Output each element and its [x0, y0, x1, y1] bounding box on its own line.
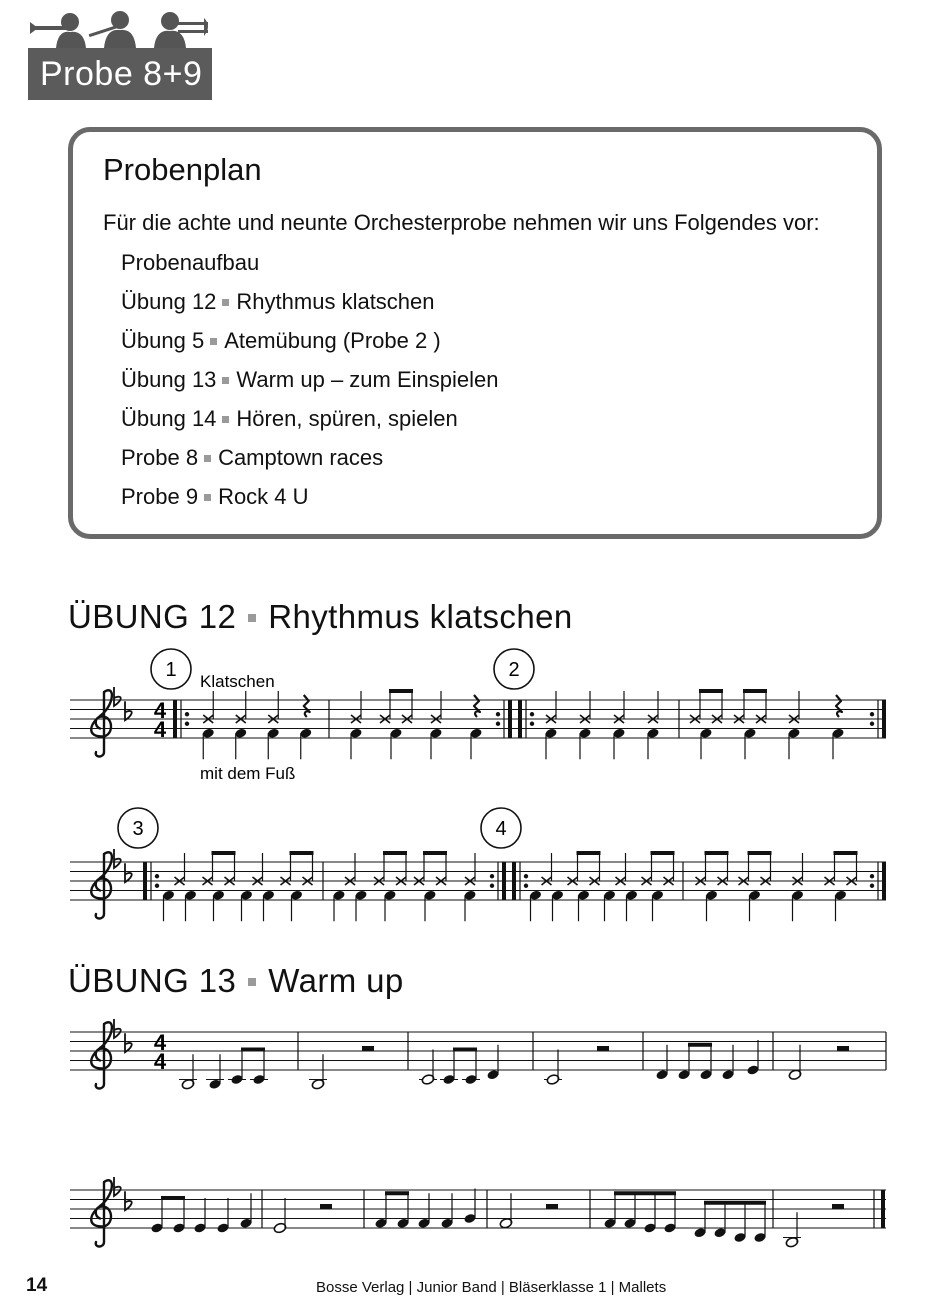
exercise13-number: ÜBUNG 13	[68, 962, 237, 999]
repeat-dot	[870, 874, 874, 878]
time-signature-denominator: 4	[153, 717, 167, 742]
pattern-number	[118, 808, 158, 848]
exercise12-name: Rhythmus klatschen	[268, 598, 573, 635]
exercise13-name: Warm up	[268, 962, 404, 999]
plan-intro: Für die achte und neunte Orchesterprobe nehmen wir uns Folgendes vor:	[103, 210, 820, 235]
note-beam	[241, 1048, 265, 1052]
repeat-dot	[524, 874, 528, 878]
note-beam	[389, 689, 413, 693]
half-rest	[597, 1046, 609, 1051]
pattern-number	[481, 808, 521, 848]
note-beam	[423, 851, 447, 855]
plan-item-label: Übung 12	[121, 289, 217, 314]
publisher-line: Bosse Verlag | Junior Band | Bläserklasse 1 | Mallets	[316, 1279, 667, 1296]
repeat-dot	[155, 884, 159, 888]
pattern-number-label: 3	[132, 818, 144, 840]
repeat-dot	[496, 722, 500, 726]
pattern-number	[151, 649, 191, 689]
plan-item-detail: Warm up – zum Einspielen	[236, 367, 499, 392]
foot-label: mit dem Fuß	[200, 764, 296, 783]
pattern-number-label: 4	[495, 818, 507, 840]
plan-item-detail: Hören, spüren, spielen	[236, 406, 458, 431]
pattern-number-label: 1	[165, 659, 177, 681]
repeat-dot	[155, 874, 159, 878]
note-beam	[743, 689, 767, 693]
time-signature-numerator: 4	[153, 1030, 167, 1055]
flat-sign-icon	[125, 701, 132, 720]
repeat-end-barline	[502, 862, 506, 900]
quarter-rest	[474, 695, 480, 717]
pattern-number-label: 2	[508, 659, 520, 681]
plan-item-label: Probe 8	[121, 445, 199, 470]
chapter-label: Probe 8+9	[28, 48, 212, 100]
half-rest	[546, 1204, 558, 1209]
note-beam	[748, 851, 772, 855]
repeat-dot	[490, 884, 494, 888]
note-beam	[651, 851, 675, 855]
repeat-end-barline	[882, 862, 886, 900]
time-signature-numerator: 4	[153, 698, 167, 723]
repeat-dot	[490, 874, 494, 878]
plan-item-detail: Rhythmus klatschen	[236, 289, 435, 314]
note-beam	[453, 1048, 477, 1052]
note-beam	[290, 851, 314, 855]
repeat-dot	[185, 712, 189, 716]
flat-sign-icon	[125, 1033, 132, 1052]
half-rest	[362, 1046, 374, 1051]
repeat-dot	[496, 712, 500, 716]
note-beam	[385, 1191, 409, 1195]
quarter-rest	[836, 695, 842, 717]
exercise12-number: ÜBUNG 12	[68, 598, 237, 635]
note-beam	[161, 1196, 185, 1200]
note-beam	[704, 1201, 766, 1205]
repeat-dot	[870, 884, 874, 888]
page-number: 14	[26, 1275, 48, 1296]
note-beam	[705, 851, 729, 855]
plan-item-label: Probenaufbau	[121, 250, 260, 275]
quarter-rest	[304, 695, 310, 717]
repeat-dot	[870, 722, 874, 726]
note-beam	[699, 689, 723, 693]
half-rest	[320, 1204, 332, 1209]
clap-label: Klatschen	[200, 672, 275, 691]
plan-item-detail: Camptown races	[218, 445, 384, 470]
note-beam	[383, 851, 407, 855]
note-beam	[212, 851, 236, 855]
time-signature-denominator: 4	[153, 1049, 167, 1074]
final-barline	[881, 1190, 885, 1228]
repeat-start-barline	[518, 700, 522, 738]
repeat-dot	[870, 712, 874, 716]
flat-sign-icon	[125, 1191, 132, 1210]
note-beam	[614, 1191, 676, 1195]
plan-item-label: Probe 9	[121, 484, 199, 509]
repeat-start-barline	[512, 862, 516, 900]
flat-sign-icon	[114, 687, 121, 706]
flat-sign-icon	[125, 863, 132, 882]
repeat-end-barline	[882, 700, 886, 738]
note-beam	[834, 851, 858, 855]
repeat-dot	[524, 884, 528, 888]
repeat-dot	[185, 722, 189, 726]
plan-item-label: Übung 5	[121, 328, 205, 353]
half-rest	[832, 1204, 844, 1209]
note-beam	[688, 1043, 712, 1047]
plan-item-detail: Rock 4 U	[218, 484, 309, 509]
flat-sign-icon	[114, 1019, 121, 1038]
flat-sign-icon	[114, 1177, 121, 1196]
plan-item-label: Übung 13	[121, 367, 217, 392]
pattern-number	[494, 649, 534, 689]
flat-sign-icon	[114, 849, 121, 868]
repeat-end-barline	[508, 700, 512, 738]
plan-title: Probenplan	[103, 152, 262, 187]
half-rest	[837, 1046, 849, 1051]
note-beam	[577, 851, 601, 855]
plan-item-detail: Atemübung (Probe 2 )	[224, 328, 441, 353]
repeat-start-barline	[173, 700, 177, 738]
repeat-start-barline	[143, 862, 147, 900]
repeat-dot	[530, 722, 534, 726]
plan-item-label: Übung 14	[121, 406, 217, 431]
repeat-dot	[530, 712, 534, 716]
